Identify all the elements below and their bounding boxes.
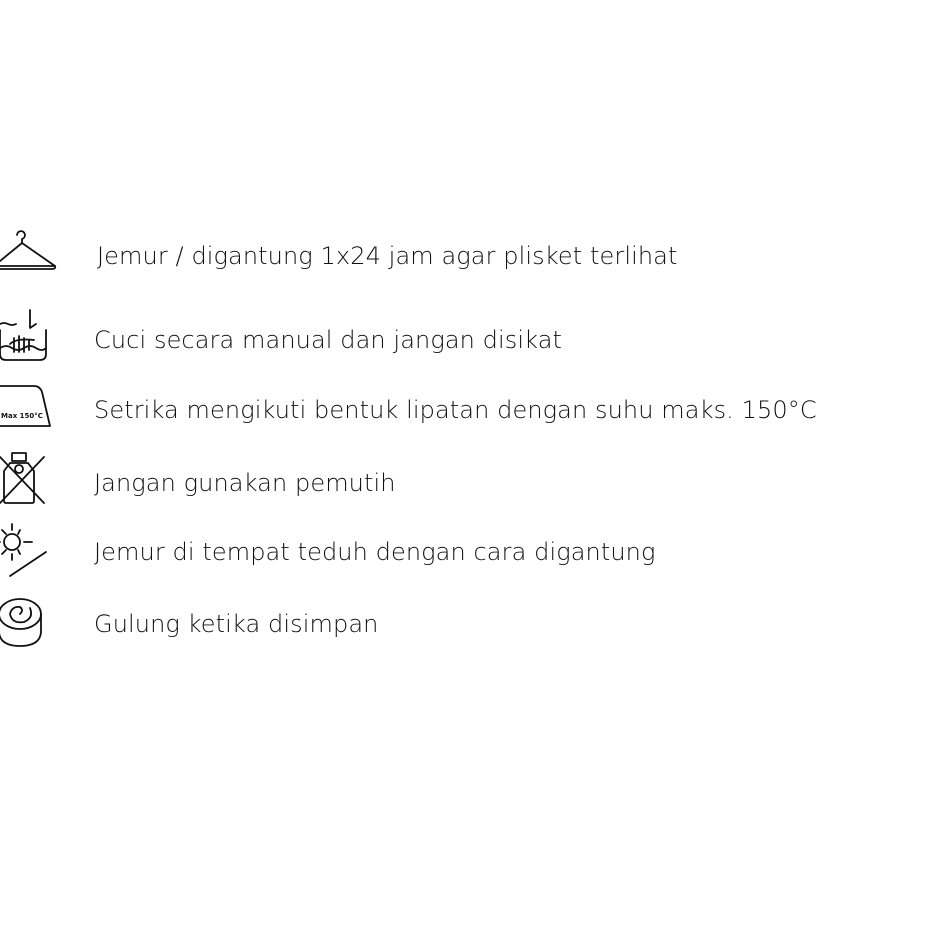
no-bleach-icon bbox=[0, 453, 60, 513]
roll-icon bbox=[0, 594, 60, 654]
care-text-hang: Jemur / digantung 1x24 jam agar plisket terlihat bbox=[97, 242, 678, 270]
hanger-icon bbox=[0, 226, 60, 286]
care-item-hand-wash bbox=[0, 310, 900, 370]
care-item-iron bbox=[0, 380, 900, 440]
hand-wash-icon bbox=[0, 310, 60, 370]
care-text-iron: Setrika mengikuti bentuk lipatan dengan suhu maks. 150°C bbox=[94, 396, 817, 424]
care-text-hand-wash: Cuci secara manual dan jangan disikat bbox=[94, 326, 563, 354]
iron-icon bbox=[0, 380, 60, 440]
care-text-no-bleach: Jangan gunakan pemutih bbox=[94, 469, 396, 497]
dry-in-shade-icon bbox=[0, 522, 60, 582]
care-item-roll bbox=[0, 594, 900, 654]
care-item-hang bbox=[0, 226, 900, 286]
care-item-no-bleach bbox=[0, 453, 900, 513]
care-text-dry-in-shade: Jemur di tempat teduh dengan cara digantung bbox=[94, 538, 656, 566]
iron-temperature-label: Max 150°C bbox=[1, 412, 43, 420]
care-text-roll: Gulung ketika disimpan bbox=[94, 610, 379, 638]
care-item-dry-in-shade bbox=[0, 522, 900, 582]
